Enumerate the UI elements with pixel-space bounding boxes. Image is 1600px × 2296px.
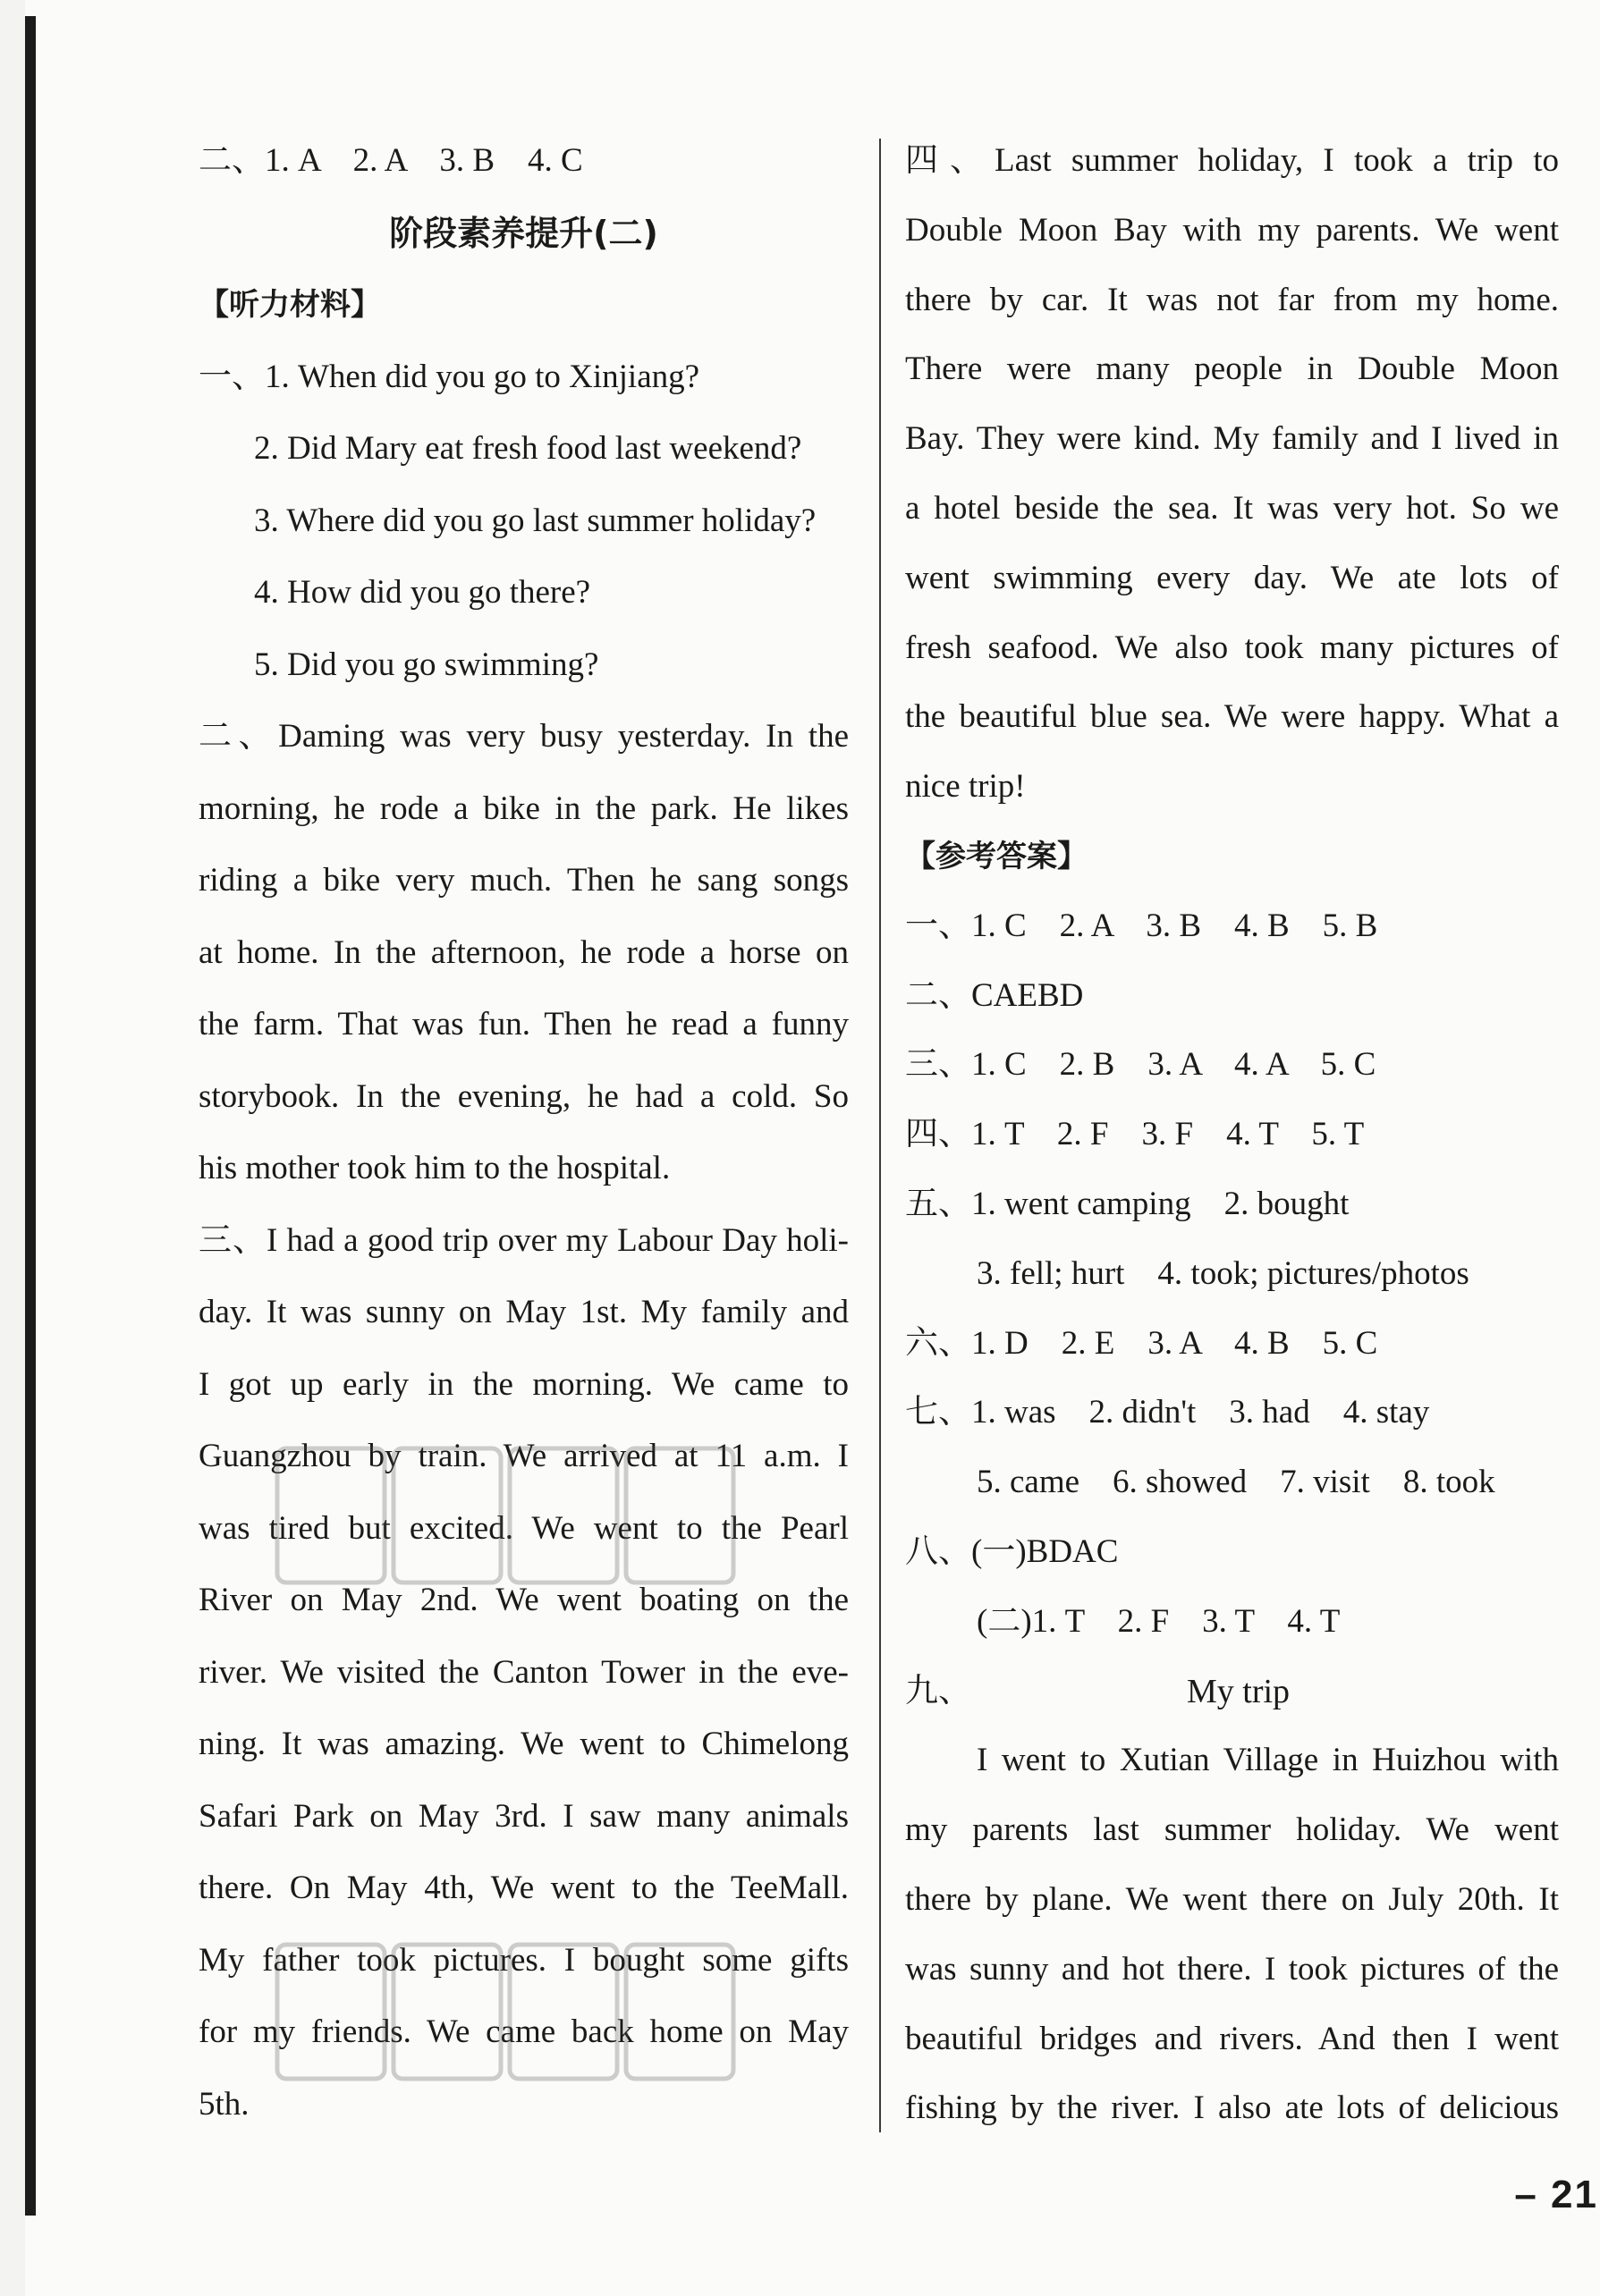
- text-line: his mother took him to the hospital.: [199, 1150, 671, 1186]
- text-line: 2. Did Mary eat fresh food last weekend?: [254, 430, 802, 467]
- text-line: morning, he rode a bike in the park. He likes: [199, 789, 849, 827]
- answer-line: 5. came 6. showed 7. visit 8. took: [977, 1464, 1495, 1501]
- essay-line: was sunny and hot there. I took pictures of the: [905, 1950, 1559, 1988]
- answer-line: 六、1. D 2. E 3. A 4. B 5. C: [905, 1324, 1378, 1362]
- text-line: There were many people in Double Moon: [905, 350, 1559, 388]
- text-line: I got up early in the morning. We came to: [199, 1365, 849, 1403]
- column-divider: [879, 139, 881, 2132]
- answer-line: 四、1. T 2. F 3. F 4. T 5. T: [905, 1116, 1365, 1153]
- text-line: the farm. That was fun. Then he read a funny: [199, 1006, 849, 1042]
- text-line: 一、1. When did you go to Xinjiang?: [199, 358, 700, 395]
- text-line: for my friends. We came back home on May: [199, 2013, 849, 2050]
- text-line: was tired but excited. We went to the Pearl: [199, 1509, 849, 1547]
- left-column: [199, 134, 849, 2149]
- essay-label: 九、: [905, 1672, 971, 1709]
- text-line: 3. Where did you go last summer holiday?: [254, 502, 817, 539]
- answer-line: 二、CAEBD: [905, 976, 1084, 1014]
- text-line: 二、Daming was very busy yesterday. In the: [199, 718, 849, 755]
- answer-line: 八、(一)BDAC: [905, 1532, 1119, 1570]
- text-line: 5th.: [199, 2085, 250, 2123]
- answer-line: 3. fell; hurt 4. took; pictures/photos: [977, 1254, 1469, 1292]
- text-line: 5. Did you go swimming?: [254, 646, 599, 683]
- answers-header: 【参考答案】: [905, 838, 1088, 874]
- text-line: Double Moon Bay with my parents. We went: [905, 211, 1559, 249]
- page-number: – 21: [1514, 2173, 1598, 2216]
- essay-title: My trip: [1186, 1672, 1291, 1710]
- essay-line: I went to Xutian Village in Huizhou with: [977, 1742, 1559, 1779]
- text-line: 三、I had a good trip over my Labour Day holi-: [199, 1221, 849, 1259]
- text-line: Guangzhou by train. We arrived at 11 a.m. I: [199, 1438, 849, 1474]
- answer-line: 五、1. went camping 2. bought: [905, 1185, 1350, 1222]
- text-line: storybook. In the evening, he had a cold. So: [199, 1077, 849, 1115]
- text-line: 四、Last summer holiday, I took a trip to: [905, 142, 1559, 179]
- right-column: [905, 134, 1559, 2151]
- text-line: 4. How did you go there?: [254, 574, 591, 611]
- text-line: day. It was sunny on May 1st. My family and: [199, 1294, 849, 1330]
- section-title: 阶段素养提升(二): [389, 213, 658, 253]
- text-line: River on May 2nd. We went boating on the: [199, 1582, 849, 1618]
- listening-header: 【听力材料】: [199, 287, 381, 323]
- page-gutter: [0, 0, 25, 2296]
- text-line: the beautiful blue sea. We were happy. What a: [905, 698, 1559, 736]
- text-line: went swimming every day. We ate lots of: [905, 559, 1559, 596]
- text-line: river. We visited the Canton Tower in the eve-: [199, 1653, 849, 1691]
- text-line: fresh seafood. We also took many pictures of: [905, 629, 1559, 666]
- text-line: Bay. They were kind. My family and I lived in: [905, 420, 1559, 458]
- text-line: at home. In the afternoon, he rode a horse on: [199, 933, 849, 971]
- essay-line: fishing by the river. I also ate lots of delicious: [905, 2089, 1559, 2127]
- text-line: riding a bike very much. Then he sang songs: [199, 862, 849, 899]
- text-line: Safari Park on May 3rd. I saw many animals: [199, 1797, 849, 1835]
- essay-line: beautiful bridges and rivers. And then I went: [905, 2020, 1559, 2057]
- text-line: a hotel beside the sea. It was very hot. So we: [905, 489, 1559, 527]
- answer-line: 三、1. C 2. B 3. A 4. A 5. C: [905, 1046, 1376, 1084]
- answer-line: 七、1. was 2. didn't 3. had 4. stay: [905, 1394, 1430, 1431]
- text-line: nice trip!: [905, 768, 1026, 806]
- essay-line: my parents last summer holiday. We went: [905, 1811, 1559, 1849]
- essay-line: there by plane. We went there on July 20th. It: [905, 1880, 1559, 1918]
- answer-line: (二)1. T 2. F 3. T 4. T: [977, 1602, 1341, 1640]
- essay-heading: [905, 1665, 1559, 1735]
- answer-line-2: 二、1. A 2. A 3. B 4. C: [199, 142, 583, 179]
- text-line: My father took pictures. I bought some gifts: [199, 1941, 849, 1979]
- answer-line: 一、1. C 2. A 3. B 4. B 5. B: [905, 907, 1378, 944]
- text-line: there by car. It was not far from my home.: [905, 281, 1559, 318]
- binding-edge: [25, 16, 36, 2216]
- text-line: ning. It was amazing. We went to Chimelong: [199, 1726, 849, 1762]
- text-line: there. On May 4th, We went to the TeeMall.: [199, 1870, 849, 1906]
